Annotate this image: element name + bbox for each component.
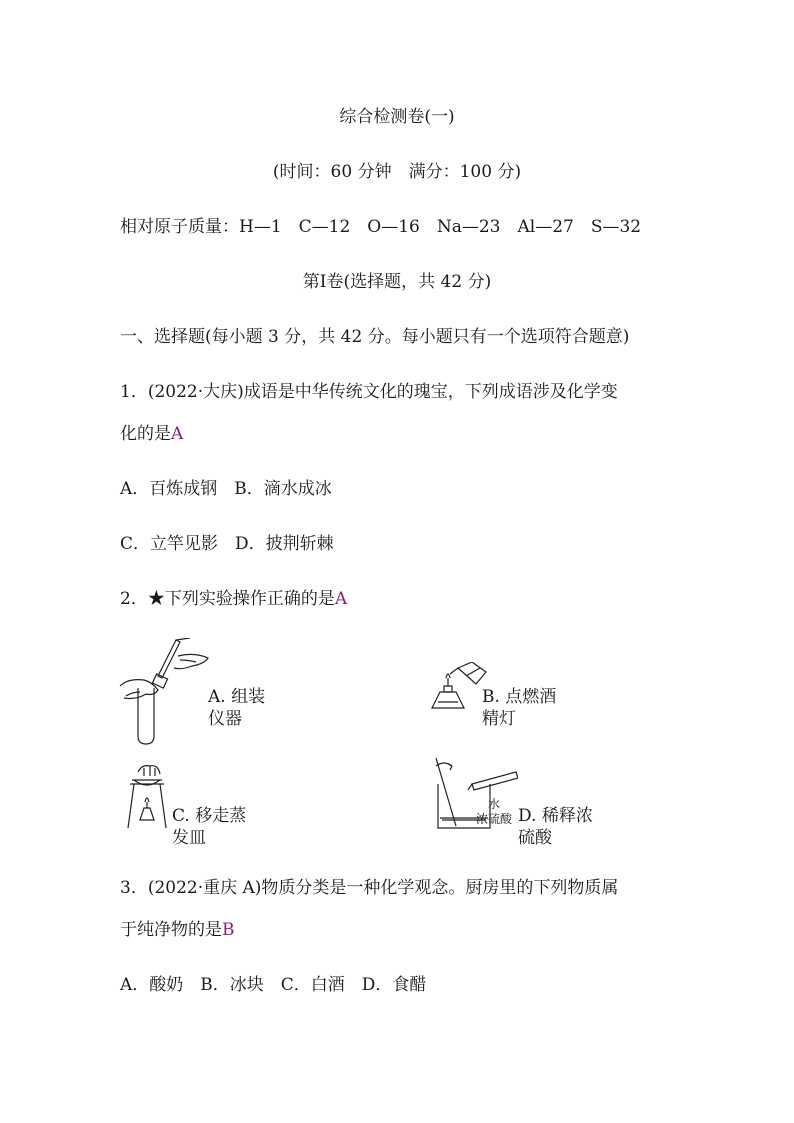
q3-options: A．酸奶 B．冰块 C．白酒 D．食醋	[120, 975, 427, 995]
figure-d-label-water: 水	[488, 797, 501, 811]
figure-d-caption-line1: D. 稀释浓	[518, 806, 593, 826]
q2-stem	[120, 587, 347, 611]
atomic-masses: 相对原子质量：H—1 C—12 O—16 Na—23 Al—27 S—32	[120, 217, 642, 237]
q3-stem-line1: 3．(2022·重庆 A)物质分类是一种化学观念。厨房里的下列物质属	[120, 878, 619, 898]
figure-c-caption-line2: 发皿	[172, 828, 206, 848]
figure-a-caption-line1: A. 组装	[208, 687, 266, 707]
figure-d-caption-line2: 硫酸	[518, 828, 552, 848]
figure-a-assemble-apparatus	[118, 638, 213, 748]
section-title: 第Ⅰ卷(选择题，共 42 分)	[302, 272, 492, 292]
q1-stem-line1: 1．(2022·大庆)成语是中华传统文化的瑰宝，下列成语涉及化学变	[120, 382, 618, 402]
figure-b-caption-line1: B. 点燃酒	[482, 687, 557, 707]
figure-d-label-acid: 浓硫酸	[476, 812, 513, 826]
q3-stem-line2	[120, 918, 235, 942]
figure-c-remove-evaporating-dish	[124, 762, 170, 832]
q3-stem-text: 于纯净物的是	[120, 920, 222, 940]
q3-answer: B	[222, 920, 235, 940]
figure-a-caption-line2: 仪器	[208, 709, 242, 729]
q2-answer: A	[334, 589, 348, 609]
figure-b-light-alcohol-lamp	[428, 662, 488, 712]
q1-stem-line2	[120, 422, 183, 446]
figure-c-caption-line1: C. 移走蒸	[172, 806, 247, 826]
part-instruction: 一、选择题(每小题 3 分，共 42 分。每小题只有一个选项符合题意)	[120, 327, 630, 347]
q1-stem-text: 化的是	[120, 424, 171, 444]
q1-options-line1: A．百炼成钢 B．滴水成冰	[120, 479, 332, 499]
exam-title: 综合检测卷(一)	[339, 107, 455, 127]
q2-stem-text: 2．★下列实验操作正确的是	[120, 589, 335, 609]
q1-answer: A	[171, 424, 184, 444]
figure-b-caption-line2: 精灯	[482, 709, 516, 729]
time-info: (时间：60 分钟 满分：100 分)	[272, 162, 522, 182]
q1-options-line2: C．立竿见影 D．披荆斩棘	[120, 534, 334, 554]
